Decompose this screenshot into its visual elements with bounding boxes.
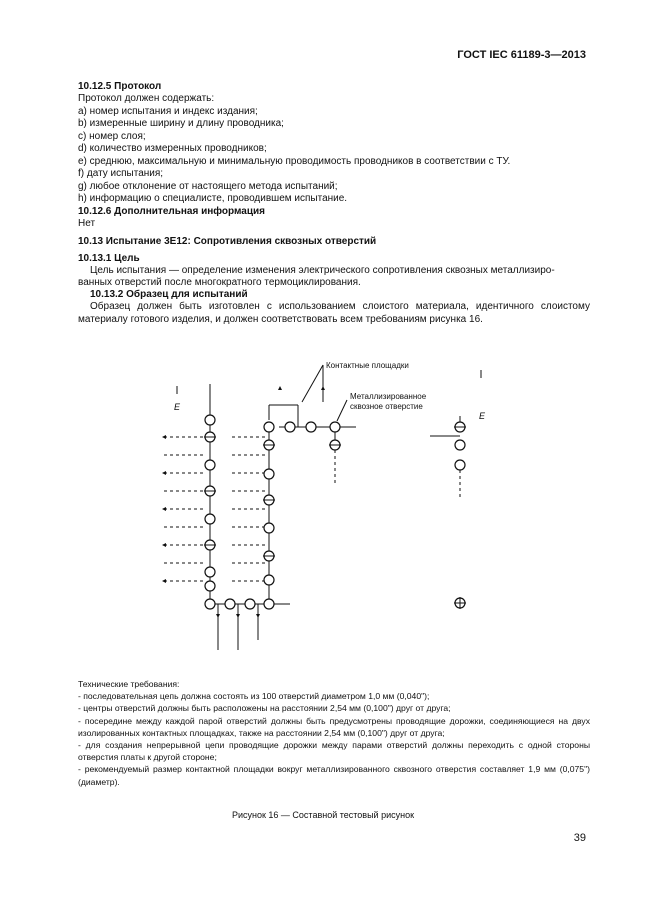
list-item: c) номер слоя;	[78, 130, 146, 142]
document-header: ГОСТ IEC 61189-3—2013	[457, 49, 586, 61]
list-item: d) количество измеренных проводников;	[78, 143, 267, 154]
heading-10-12-5: 10.12.5 Протокол	[78, 81, 162, 92]
list-item: - для создания непрерывной цепи проводящие дорожки между парами отверстий должны переходить с одной стороны отверстия платы к другой стороне;	[78, 740, 590, 763]
purpose-line-1: Цель испытания — определение изменения электрического сопротивления сквозных металлизиро-	[90, 265, 555, 276]
list-item: g) любое отклонение от настоящего метода испытаний;	[78, 180, 338, 192]
list-item: a) номер испытания и индекс издания;	[78, 105, 258, 117]
heading-10-13-2: 10.13.2 Образец для испытаний	[90, 289, 248, 300]
additional-info-text: Нет	[78, 218, 96, 229]
heading-10-12-6: 10.12.6 Дополнительная информация	[78, 206, 265, 217]
list-item: h) информацию о специалисте, проводившем испытание.	[78, 193, 348, 204]
list-item: - рекомендуемый размер контактной площадки вокруг металлизированного сквозного отверстия составляет 1,9 мм (0,075") (диаметр).	[78, 764, 590, 787]
list-item: - посередине между каждой парой отверстий должны быть предусмотрены проводящие дорожки, соединяющиеся на двух изолированных контактных площадках, также на расстоянии 2,54 мм (0,100") друг от друга;	[78, 715, 590, 738]
protocol-intro: Протокол должен содержать:	[78, 93, 215, 104]
figure-caption: Рисунок 16 — Составной тестовый рисунок	[231, 810, 415, 820]
heading-10-13: 10.13 Испытание 3E12: Сопротивления сквозных отверстий	[78, 236, 377, 247]
list-item: - последовательная цепь должна состоять из 100 отверстий диаметром 1,0 мм (0,040");	[78, 691, 430, 702]
list-item: b) измеренные ширину и длину проводника;	[78, 118, 284, 129]
label-via-line-1: Металлизированное	[350, 392, 427, 401]
label-e-right: E	[479, 411, 486, 421]
purpose-line-2: ванных отверстий после многократного термоциклирования.	[78, 277, 361, 288]
list-item: f) дату испытания;	[78, 168, 164, 179]
label-e-left: E	[174, 402, 181, 412]
technical-requirements	[78, 678, 590, 788]
page-number: 39	[573, 832, 586, 844]
list-item: - центры отверстий должны быть расположены на расстоянии 2,54 мм (0,100") друг от друга;	[78, 703, 451, 714]
list-item: e) среднюю, максимальную и минимальную проводимость проводников в соответствии с ТУ.	[78, 155, 511, 167]
heading-10-13-1: 10.13.1 Цель	[78, 253, 140, 264]
requirements-title: Технические требования:	[78, 679, 180, 689]
specimen-text: Образец должен быть изготовлен с использованием слоистого материала, идентичного слоистому материалу готового изделия, и должен соответствовать всем требованиям рисунка 16.	[78, 301, 590, 325]
label-via-line-2: сквозное отверстие	[350, 402, 423, 411]
label-contact-pads: Контактные площадки	[326, 361, 409, 370]
